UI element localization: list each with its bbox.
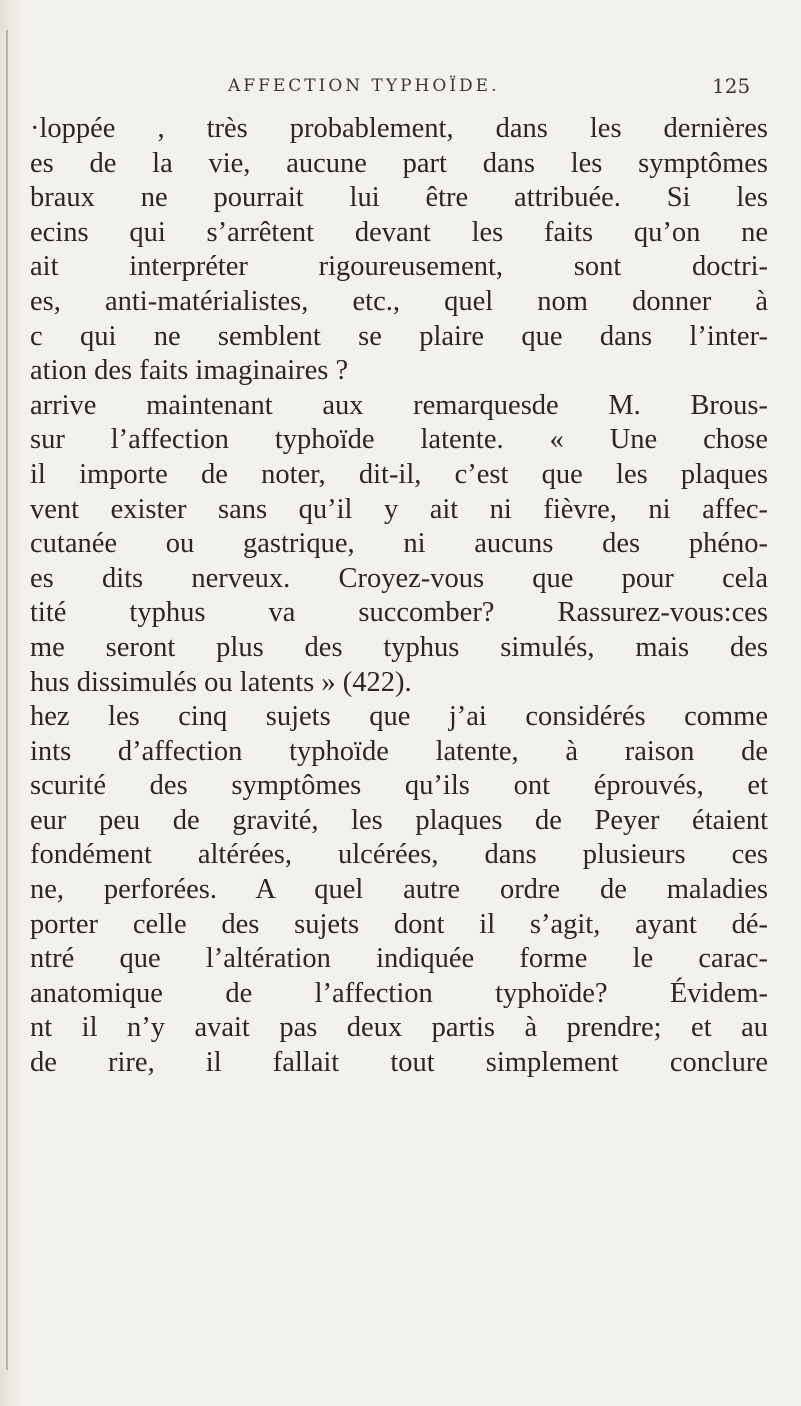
page-number: 125 (712, 74, 751, 98)
text-line: es de la vie, aucune part dans les symptômes (30, 147, 768, 179)
binding-edge-line (6, 30, 8, 1370)
text-line: fondément altérées, ulcérées, dans plusieurs ces (30, 839, 768, 871)
text-line: ation des faits imaginaires ? (30, 355, 349, 387)
text-line: me seront plus des typhus simulés, mais des (30, 631, 768, 663)
text-line: de rire, il fallait tout simplement conclure (30, 1047, 768, 1079)
text-line: ·loppée , très probablement, dans les dernières (30, 113, 768, 144)
text-line: sur l’affection typhoïde latente. « Une chose (30, 424, 768, 456)
text-line: ne, perforées. A quel autre ordre de maladies (30, 874, 768, 906)
text-line: braux ne pourrait lui être attribuée. Si les (30, 182, 768, 214)
text-line: porter celle des sujets dont il s’agit, ayant dé- (30, 908, 768, 940)
text-line: anatomique de l’affection typhoïde? Évidem- (30, 977, 768, 1009)
text-line: scurité des symptômes qu’ils ont éprouvés, et (30, 770, 768, 802)
text-line: cutanée ou gastrique, ni aucuns des phéno- (30, 528, 768, 560)
text-line: ints d’affection typhoïde latente, à raison de (30, 735, 768, 767)
body-text (30, 112, 790, 1081)
page-header (0, 76, 801, 106)
text-line: ecins qui s’arrêtent devant les faits qu’on ne (30, 216, 768, 248)
text-line: es dits nerveux. Croyez-vous que pour cela (30, 562, 768, 594)
text-line: vent exister sans qu’il y ait ni fièvre, ni affec- (30, 493, 768, 525)
text-line: eur peu de gravité, les plaques de Peyer étaient (30, 804, 768, 836)
text-line: ntré que l’altération indiquée forme le carac- (30, 943, 768, 975)
text-line: tité typhus va succomber? Rassurez-vous:ces (30, 597, 768, 629)
page-gutter-shadow (0, 0, 22, 1406)
text-line: c qui ne semblent se plaire que dans l’inter- (30, 320, 768, 352)
text-line: il importe de noter, dit-il, c’est que les plaques (30, 458, 768, 490)
text-line: nt il n’y avait pas deux partis à prendre; et au (30, 1012, 768, 1044)
text-line: hez les cinq sujets que j’ai considérés comme (30, 701, 768, 733)
text-line: hus dissimulés ou latents » (422). (30, 666, 412, 698)
text-line: es, anti-matérialistes, etc., quel nom donner à (30, 285, 768, 317)
text-line: ait interpréter rigoureusement, sont doctri- (30, 251, 768, 283)
text-line: arrive maintenant aux remarquesde M. Brous- (30, 389, 768, 421)
running-head: AFFECTION TYPHOÏDE. (228, 76, 500, 96)
